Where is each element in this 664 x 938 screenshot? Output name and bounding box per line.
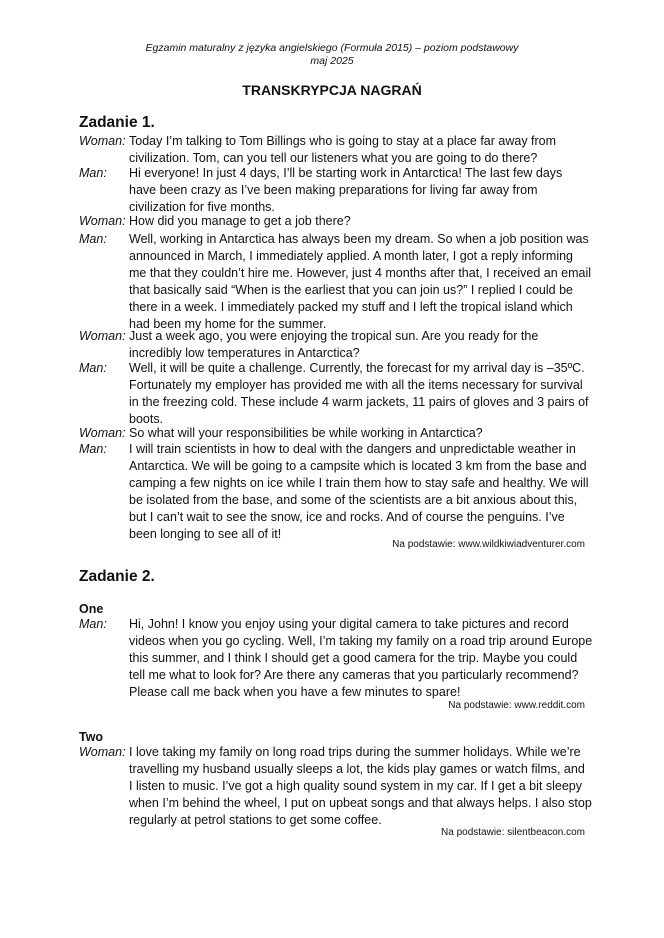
text-line: be isolated from the base, and some of the scientists are a bit anxious about this, bbox=[129, 493, 578, 507]
text-line: this summer, and I think I should get a good camera for the trip. Maybe you could bbox=[129, 651, 578, 665]
text-line: announced in March, I immediately applied. A month later, I got a reply informing bbox=[129, 249, 573, 263]
text-line: Today I’m talking to Tom Billings who is going to stay at a place far away from bbox=[129, 134, 557, 148]
task2-heading: Zadanie 2. bbox=[79, 568, 155, 585]
text-line: boots. bbox=[129, 412, 164, 426]
text-line: there in a week. I immediately packed my stuff and I left the tropical island which bbox=[129, 300, 573, 314]
turn-text bbox=[129, 441, 589, 543]
task1-heading: Zadanie 1. bbox=[79, 114, 155, 131]
text-line: I will train scientists in how to deal with the dangers and unpredictable weather in bbox=[129, 442, 576, 456]
text-line: when I’m behind the wheel, I put on upbeat songs and that always helps. I also stop bbox=[129, 796, 592, 810]
part-one-source: Na podstawie: www.reddit.com bbox=[448, 700, 585, 711]
text-line: I love taking my family on long road trips during the summer holidays. While we’re bbox=[129, 745, 581, 759]
turn-text bbox=[129, 360, 589, 428]
text-line: How did you manage to get a job there? bbox=[129, 214, 351, 228]
speaker-label: Woman: bbox=[79, 134, 126, 148]
text-line: had been my home for the summer. bbox=[129, 317, 327, 331]
text-line: Hi everyone! In just 4 days, I’ll be starting work in Antarctica! The last few days bbox=[129, 166, 563, 180]
text-line: So what will your responsibilities be while working in Antarctica? bbox=[129, 426, 483, 440]
text-line: but I can’t wait to see the snow, ice and rocks. And of course the penguins. I’ve bbox=[129, 510, 565, 524]
speaker-label: Woman: bbox=[79, 214, 126, 228]
turn-text bbox=[129, 328, 589, 362]
speaker-label: Man: bbox=[79, 442, 107, 456]
part-two-source: Na podstawie: silentbeacon.com bbox=[441, 827, 585, 838]
turn-text bbox=[129, 231, 592, 333]
speaker-label: Man: bbox=[79, 617, 107, 631]
speaker-label: Man: bbox=[79, 361, 107, 375]
speaker-label: Man: bbox=[79, 232, 107, 246]
text-line: Hi, John! I know you enjoy using your digital camera to take pictures and record bbox=[129, 617, 569, 631]
text-line: travelling my husband usually sleeps a lot, the kids play games or watch films, and bbox=[129, 762, 585, 776]
text-line: Antarctica. We will be going to a campsite which is located 3 km from the base and bbox=[129, 459, 587, 473]
turn-text bbox=[129, 165, 589, 216]
text-line: that basically said “When is the earliest that you can join us?” I replied I could be bbox=[129, 283, 573, 297]
speaker-label: Woman: bbox=[79, 329, 126, 343]
text-line: camping a few nights on ice while I train them how to stay safe and healthy. We will bbox=[129, 476, 589, 490]
speaker-label: Woman: bbox=[79, 745, 126, 759]
text-line: tell me what to look for? Are there any cameras that you particularly recommend? bbox=[129, 668, 579, 682]
turn-text bbox=[129, 744, 592, 829]
task1-source: Na podstawie: www.wildkiwiadventurer.com bbox=[392, 539, 585, 550]
part-two-label: Two bbox=[79, 730, 104, 744]
text-line: Just a week ago, you were enjoying the tropical sun. Are you ready for the bbox=[129, 329, 539, 343]
text-line: Well, it will be quite a challenge. Currently, the forecast for my arrival day is –35ºC. bbox=[129, 361, 585, 375]
text-line: videos when you go cycling. Well, I’m taking my family on a road trip around Europe bbox=[129, 634, 593, 648]
turn-text bbox=[129, 616, 593, 701]
text-line: civilization for five months. bbox=[129, 200, 275, 214]
text-line: regularly at petrol stations to get some coffee. bbox=[129, 813, 382, 827]
page-title: TRANSKRYPCJA NAGRAŃ bbox=[242, 82, 422, 98]
turn-text bbox=[129, 213, 589, 230]
text-line: incredibly low temperatures in Antarctica? bbox=[129, 346, 360, 360]
turn-text bbox=[129, 133, 589, 167]
speaker-label: Man: bbox=[79, 166, 107, 180]
text-line: Well, working in Antarctica has always been my dream. So when a job position was bbox=[129, 232, 589, 246]
exam-header-line2: maj 2025 bbox=[310, 55, 354, 67]
exam-header-line1: Egzamin maturalny z języka angielskiego (Formuła 2015) – poziom podstawowy bbox=[145, 42, 519, 54]
part-one-label: One bbox=[79, 602, 104, 616]
text-line: me that they couldn’t hire me. However, just 4 months after that, I received an email bbox=[129, 266, 592, 280]
text-line: in the freezing cold. These include 4 warm jackets, 11 pairs of gloves and 3 pairs of bbox=[129, 395, 589, 409]
turn-text bbox=[129, 425, 589, 442]
speaker-label: Woman: bbox=[79, 426, 126, 440]
text-line: I listen to music. I’ve got a high quality sound system in my car. If I get a bit sleepy bbox=[129, 779, 582, 793]
text-line: been longing to see all of it! bbox=[129, 527, 282, 541]
text-line: Fortunately my employer has provided me with all the items necessary for survival bbox=[129, 378, 583, 392]
text-line: civilization. Tom, can you tell our listeners what you are going to do there? bbox=[129, 151, 538, 165]
text-line: Please call me back when you have a few minutes to spare! bbox=[129, 685, 461, 699]
text-line: have been crazy as I’ve been making preparations for living far away from bbox=[129, 183, 538, 197]
